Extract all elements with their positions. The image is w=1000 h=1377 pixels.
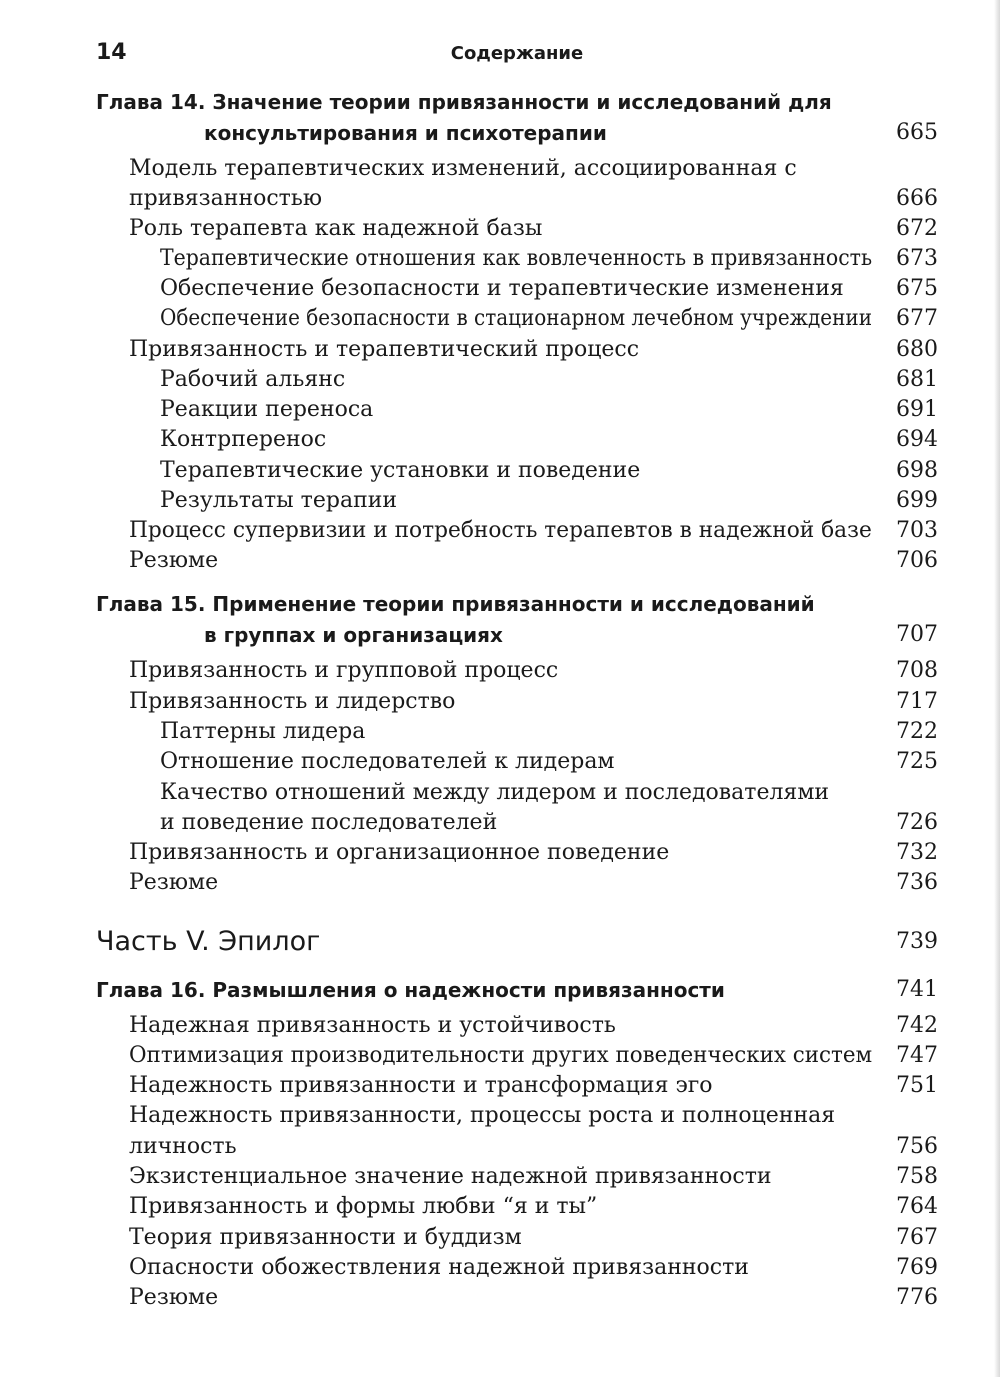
toc-entry: Привязанность и лидерство 717 [129, 689, 938, 714]
toc-subentry: и поведение последователей 726 [160, 810, 938, 835]
page-ref: 707 [896, 622, 938, 647]
chapter-16-title: Глава 16. Размышления о надежности привязанности 741 [0, 974, 1000, 1006]
toc-entry: Процесс супервизии и потребность терапевтов в надежной базе 703 [129, 518, 938, 543]
chapter-14-title: консультирования и психотерапии 665 [0, 117, 1000, 149]
part-5-title: Часть V. Эпилог 739 [0, 922, 1000, 962]
toc-entry: Надежность привязанности и трансформация эго 751 [129, 1073, 938, 1098]
toc-entry: Резюме 776 [129, 1285, 938, 1310]
toc-subentry: Обеспечение безопасности и терапевтические изменения 675 [160, 276, 938, 301]
toc-subentry: Терапевтические отношения как вовлеченность в привязанность 673 [160, 246, 938, 271]
toc-entry: личность 756 [129, 1134, 938, 1159]
toc-entry: Привязанность и организационное поведение 732 [129, 840, 938, 865]
chapter-15-title: Глава 15. Применение теории привязанности и исследований [96, 592, 815, 616]
toc-entry: Теория привязанности и буддизм 767 [129, 1225, 938, 1250]
page-ref: 741 [896, 977, 938, 1002]
toc-subentry: Терапевтические установки и поведение 698 [160, 458, 938, 483]
toc-entry: привязанностью 666 [129, 186, 938, 211]
toc-subentry: Паттерны лидера 722 [160, 719, 938, 744]
running-head: Содержание [450, 43, 584, 64]
page-header [96, 40, 938, 74]
toc-entry: Опасности обожествления надежной привязанности 769 [129, 1255, 938, 1280]
toc-subentry: Контрперенос 694 [160, 427, 938, 452]
chapter-15-title: в группах и организациях 707 [0, 619, 1000, 651]
toc-subentry: Качество отношений между лидером и последователями [160, 780, 830, 805]
toc-entry: Экзистенциальное значение надежной привязанности 758 [129, 1164, 938, 1189]
toc-entry: Роль терапевта как надежной базы 672 [129, 216, 938, 241]
toc-entry: Резюме 706 [129, 548, 938, 573]
toc-subentry: Обеспечение безопасности в стационарном лечебном учреждении 677 [160, 306, 938, 331]
toc-entry: Модель терапевтических изменений, ассоциированная с [129, 156, 797, 181]
page-ref: 665 [896, 120, 938, 145]
page-number: 14 [96, 40, 127, 65]
chapter-14-title: Глава 14. Значение теории привязанности и исследований для [96, 90, 832, 114]
toc-entry: Привязанность и формы любви “я и ты” 764 [129, 1194, 938, 1219]
toc-entry: Надежная привязанность и устойчивость 742 [129, 1013, 938, 1038]
toc-subentry: Рабочий альянс 681 [160, 367, 938, 392]
toc-entry: Надежность привязанности, процессы роста и полноценная [129, 1103, 836, 1128]
toc-entry: Привязанность и групповой процесс 708 [129, 658, 938, 683]
toc-entry: Привязанность и терапевтический процесс 680 [129, 337, 938, 362]
toc-entry: Оптимизация производительности других поведенческих систем 747 [129, 1043, 938, 1068]
toc-entry: Резюме 736 [129, 870, 938, 895]
toc-subentry: Реакции переноса 691 [160, 397, 938, 422]
toc-subentry: Отношение последователей к лидерам 725 [160, 749, 938, 774]
page-ref: 739 [896, 929, 938, 954]
toc-subentry: Результаты терапии 699 [160, 488, 938, 513]
